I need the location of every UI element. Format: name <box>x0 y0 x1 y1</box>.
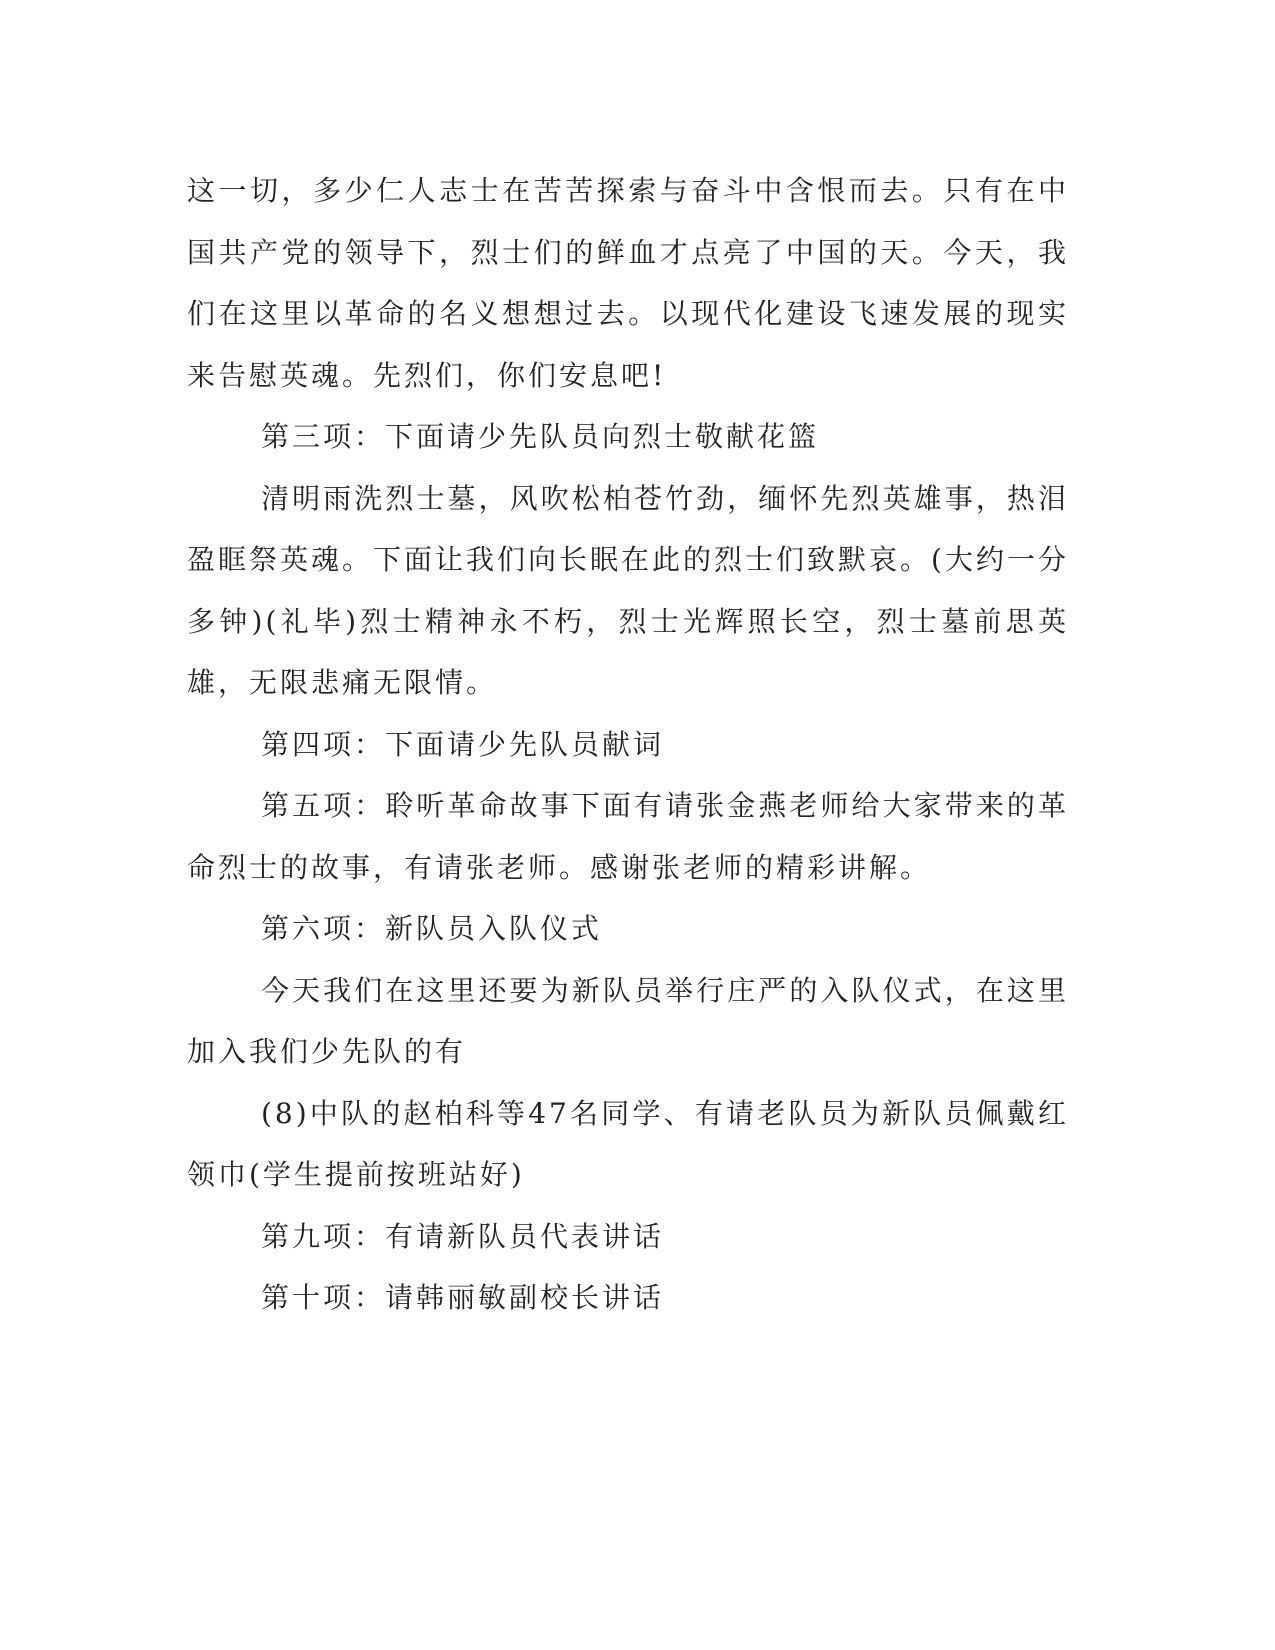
paragraph-mourning: 清明雨洗烈士墓，风吹松柏苍竹劲，缅怀先烈英雄事，热泪盈眶祭英魂。下面让我们向长眠在此的烈士们致默哀。(大约一分多钟)(礼毕)烈士精神永不朽，烈士光辉照长空，烈士墓前思英雄，无限悲痛无限情。 <box>187 481 1069 699</box>
paragraph-new-members: (8)中队的赵柏科等47名同学、有请老队员为新队员佩戴红领巾(学生提前按班站好) <box>187 1096 1069 1191</box>
paragraph-item-9: 第九项：有请新队员代表讲话 <box>261 1219 665 1253</box>
paragraph-ceremony: 今天我们在这里还要为新队员举行庄严的入队仪式，在这里加入我们少先队的有 <box>187 973 1069 1068</box>
paragraph-item-6: 第六项：新队员入队仪式 <box>261 912 603 945</box>
paragraph-item-10: 第十项：请韩丽敏副校长讲话 <box>261 1281 665 1314</box>
paragraph-item-5: 第五项：聆听革命故事下面有请张金燕老师给大家带来的革命烈士的故事，有请张老师。感谢张老师的精彩讲解。 <box>187 789 1069 884</box>
document-body <box>187 160 1069 1329</box>
paragraph-item-4: 第四项：下面请少先队员献词 <box>261 727 665 761</box>
paragraph-1: 这一切，多少仁人志士在苦苦探索与奋斗中含恨而去。只有在中国共产党的领导下，烈士们的鲜血才点亮了中国的天。今天，我们在这里以革命的名义想想过去。以现代化建设飞速发展的现实来告慰英魂。先烈们，你们安息吧! <box>187 174 1069 392</box>
paragraph-item-3: 第三项：下面请少先队员向烈士敬献花篮 <box>261 420 820 453</box>
